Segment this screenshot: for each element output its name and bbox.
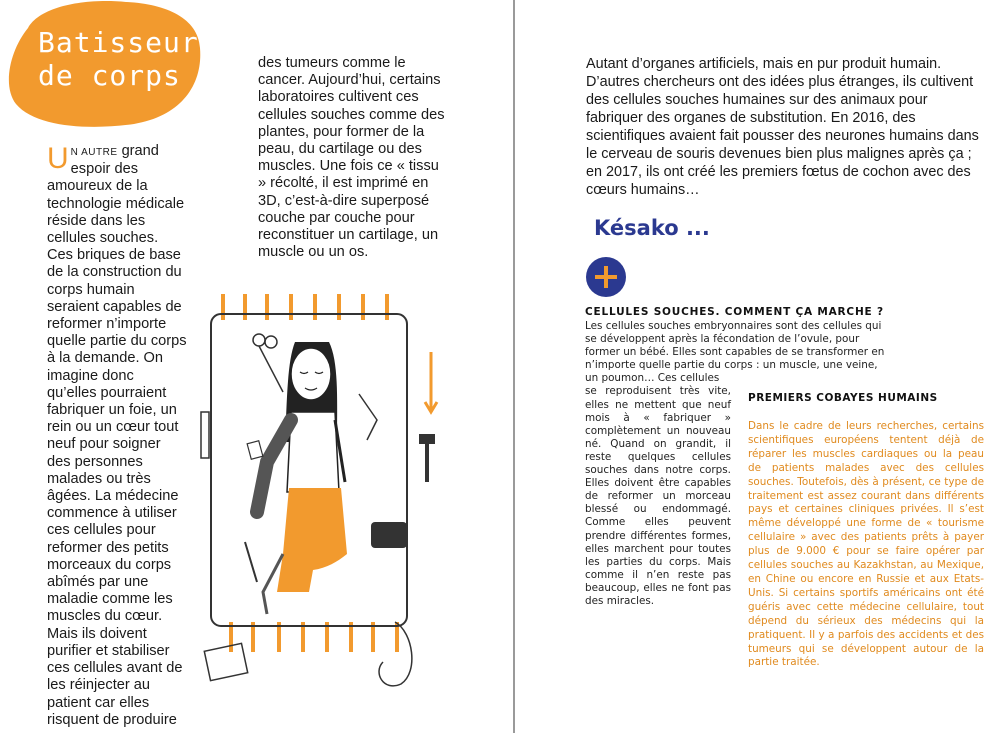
body-column-b xyxy=(258,55,450,261)
kesako-heading: Késako ... xyxy=(594,216,710,240)
column-a-text: des amoureux de la technologie médicale réside dans les cellules souches. Ces briques de base de la construction du corps humain seraient capables de reformer n’importe quelle partie du corps à la demande. On imagine donc qu’elles pourraient fabriquer un foie, un rein ou un cœur tout neuf pour soigner des personnes malades ou très âgées. La médecine commence à utiliser ces cellules pour reformer des petits morceaux du corps abîmés par une maladie comme les muscles du cœur. Mais ils doivent purifier et stabiliser ces cellules avant de les réinjecter au patient car elles risquent de produire xyxy=(47,161,187,728)
page-title xyxy=(38,26,217,92)
premiers-cobayes-title: PREMIERS COBAYES HUMAINS xyxy=(748,392,938,404)
page-gutter xyxy=(513,0,515,733)
cs-line: un poumon… Ces cellules xyxy=(585,372,720,385)
cellules-souches-title: CELLULES SOUCHES. COMMENT ÇA MARCHE ? xyxy=(585,306,884,318)
cs-line: former un bébé. Elles sont capables de se transformer en xyxy=(585,346,885,359)
illustration-stem-cell-body xyxy=(187,292,449,699)
premiers-cobayes-body: Dans le cadre de leurs recherches, certains scientifiques européens tentent déjà de réparer les muscles cardiaques ou la peau de patients malades avec des cellules souches. Toutefois, dès à présent, ce type de traitement est assez courant dans différents pays et certaines cliniques privées. Il s’est même développé une forme de « tourisme cellulaire » avec des patients prêts à payer plus de 9.000 € pour se faire opérer par cellules souches au Kazakhstan, au Mexique, en Chine ou encore en Russie et aux Etats-Unis. Si certains sportifs américains ont été guéris avec cette médecine cellulaire, tout dépend du sérieux des médecins qui la pratiquent. Il y a parfois des accidents et des tumeurs qui se développent autour de la partie traitée. xyxy=(748,420,984,669)
cs-line: n’importe quelle partie du corps : un muscle, une veine, xyxy=(585,359,878,372)
cs-line: Les cellules souches embryonnaires sont des cellules qui xyxy=(585,320,882,332)
column-b-text: des tumeurs comme le cancer. Aujourd’hui, certains laboratoires cultivent ces cellules souches comme des plantes, pour former de la peau, du cartilage ou des muscles. Une fois ce « tissu » récolté, il est imprimé en 3D, c’est-à-dire superposé couche par couche pour reconstituer un cartilage, un muscle ou un os. xyxy=(258,55,445,261)
drop-cap: U xyxy=(47,142,69,175)
title-line-1: Batisseurs xyxy=(38,26,217,59)
body-column-right xyxy=(586,55,986,199)
column-right-text: Autant d’organes artificiels, mais en pur produit humain. D’autres chercheurs ont des idées plus étranges, ils cultivent des cellules souches humaines sur des animaux pour fabriquer des organes de substitution. En 2016, des scientifiques avaient fait pousser des neurones humains dans le cerveau de souris devenues bien plus malignes après ça ; en 2017, ils ont créé les premiers fœtus de cochon avec des cœurs humains… xyxy=(586,56,979,198)
small-caps-lead: N AUTRE xyxy=(70,147,118,158)
cs-line: se développent après la fécondation de l’ovule, pour xyxy=(585,333,860,346)
body-column-a xyxy=(47,143,187,729)
lead-line-rest: grand espoir xyxy=(70,143,159,178)
plus-icon xyxy=(586,257,626,297)
title-line-2: de corps xyxy=(38,59,181,92)
cs-narrow-text: se reproduisent très vite, elles ne mettent que neuf mois à « fabriquer » complètement un nouveau né. Quand on grandit, il reste quelques cellules souches dans notre corps. Elles doivent être capables de reformer un morceau blessé ou endommagé. Comme elles peuvent prendre différentes formes, elles marchent pour toutes les parties du corps. Mais comme il n’en reste pas beaucoup, elles ne font pas des miracles. xyxy=(585,385,731,607)
